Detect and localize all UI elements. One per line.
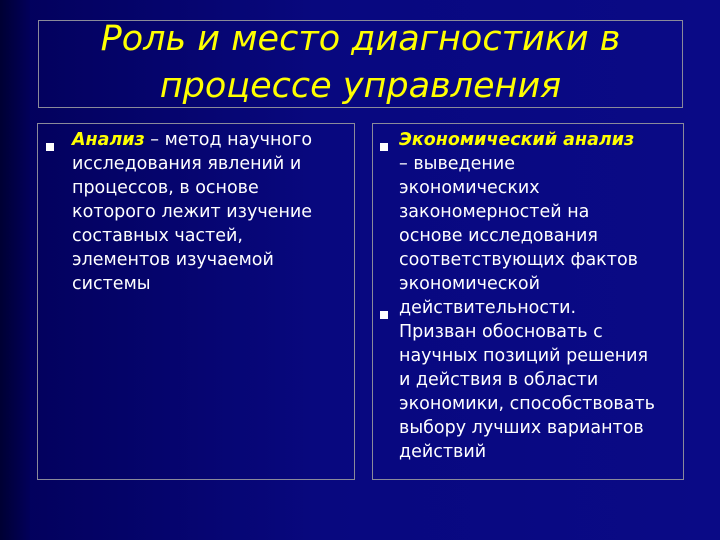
left-line-7: системы <box>72 274 151 294</box>
left-line-5: составных частей, <box>72 226 243 246</box>
left-line-2: исследования явлений и <box>72 154 302 174</box>
right-line-13: действий <box>399 442 487 462</box>
right-line-11: экономики, способствовать <box>399 394 655 414</box>
right-line-1: – выведение <box>399 154 515 174</box>
square-bullet-icon <box>46 143 54 151</box>
square-bullet-icon <box>380 143 388 151</box>
left-line-1-text: – метод научного <box>150 130 313 150</box>
term-analysis: Анализ <box>72 130 145 150</box>
left-line-1 <box>72 128 352 152</box>
left-line-4: которого лежит изучение <box>72 202 313 222</box>
title-line-2: процессе управления <box>159 66 562 106</box>
right-line-10: и действия в области <box>399 370 599 390</box>
decorative-stripe <box>0 0 30 540</box>
right-line-8: Призван обосновать с <box>399 322 603 342</box>
right-line-3: закономерностей на <box>399 202 590 222</box>
right-definition <box>399 128 681 296</box>
right-line-9: научных позиций решения <box>399 346 649 366</box>
left-definition <box>72 128 352 296</box>
right-line-6: экономической <box>399 274 540 294</box>
left-line-6: элементов изучаемой <box>72 250 274 270</box>
term-economic-analysis: Экономический анализ <box>399 130 635 150</box>
right-line-2: экономических <box>399 178 540 198</box>
left-line-3: процессов, в основе <box>72 178 259 198</box>
right-line-7: действительности. <box>399 298 577 318</box>
right-line-12: выбору лучших вариантов <box>399 418 644 438</box>
square-bullet-icon <box>380 311 388 319</box>
right-line-5: соответствующих фактов <box>399 250 638 270</box>
right-continuation <box>399 296 681 464</box>
right-line-4: основе исследования <box>399 226 598 246</box>
title-line-1: Роль и место диагностики в <box>100 19 621 59</box>
slide-title <box>38 16 683 110</box>
